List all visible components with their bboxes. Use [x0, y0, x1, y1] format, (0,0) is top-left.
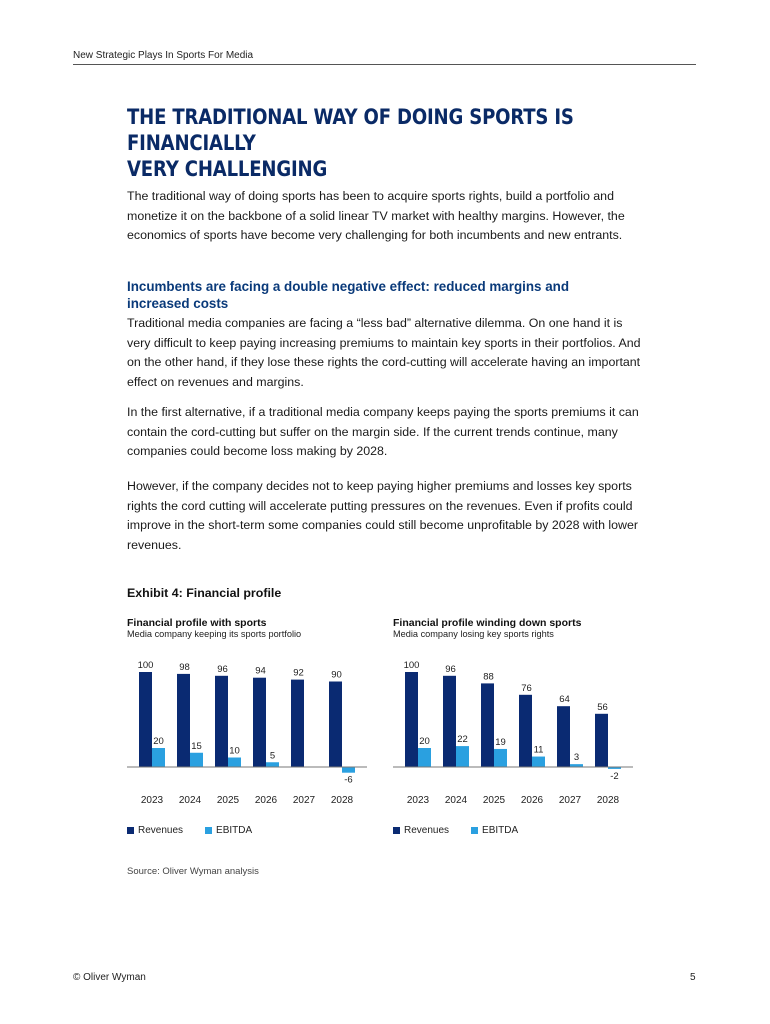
page-title-line-2: VERY CHALLENGING: [127, 157, 328, 181]
page-title-line-1: THE TRADITIONAL WAY OF DOING SPORTS IS FINANCIALLY: [127, 105, 574, 155]
data-label-revenues-2024: 96: [445, 663, 456, 675]
section-heading: Incumbents are facing a double negative effect: reduced margins and increased costs: [127, 279, 569, 311]
body-paragraph-1: Traditional media companies are facing a “less bad” alternative dilemma. On one hand it is very difficult to keep paying increasing premiums to maintain key sports in their portfolios. And on the other hand, if they lose these rights the cord-cutting will accelerate having an important effect on revenues and margins.: [127, 316, 641, 389]
body-paragraph-2: In the first alternative, if a traditional media company keeps paying the sports premiums it can contain the cord-cutting but suffer on the margin side. If the current trends continue, many companies could become loss making by 2028.: [127, 405, 639, 459]
legend-swatch-ebitda: [205, 827, 212, 834]
data-label-ebitda-2026: 5: [269, 750, 276, 762]
bar-ebitda-2025: [228, 758, 241, 768]
x-tick-label-2028: 2028: [330, 795, 354, 806]
bar-ebitda-2023: [152, 748, 165, 767]
x-tick-label-2024: 2024: [444, 795, 468, 806]
bar-revenues-2027: [291, 680, 304, 767]
x-tick-label-2024: 2024: [178, 795, 202, 806]
data-label-ebitda-2024: 15: [191, 740, 202, 752]
x-tick-label-2026: 2026: [520, 795, 544, 806]
exhibit-title: Exhibit 4: Financial profile: [127, 586, 282, 600]
bar-ebitda-2025: [494, 749, 507, 767]
bar-ebitda-2024: [456, 746, 469, 767]
bar-revenues-2026: [519, 695, 532, 767]
legend-ebitda: [471, 825, 518, 836]
chart-1-title: Financial profile with sports: [127, 617, 267, 629]
x-tick-label-2023: 2023: [140, 795, 164, 806]
chart-1-svg: [127, 655, 367, 815]
legend-revenues: [393, 825, 449, 836]
data-label-revenues-2025: 88: [483, 671, 494, 683]
data-label-revenues-2024: 98: [179, 661, 190, 673]
data-label-ebitda-2027: 3: [573, 752, 580, 764]
body-paragraph-3: However, if the company decides not to keep paying higher premiums and losses key sports rights the cord cutting will accelerate putting pressures on the revenues. Even if profits could improve in the short-term some companies could still become unprofitable by 2028 with lower revenues.: [127, 479, 639, 552]
bar-revenues-2024: [177, 674, 190, 767]
x-tick-label-2027: 2027: [292, 795, 316, 806]
bar-revenues-2023: [139, 672, 152, 767]
data-label-revenues-2026: 94: [255, 665, 266, 677]
data-label-revenues-2027: 64: [559, 694, 570, 706]
bar-revenues-2023: [405, 672, 418, 767]
x-tick-label-2025: 2025: [482, 795, 506, 806]
bar-revenues-2028: [329, 682, 342, 768]
chart-1-legend: [127, 825, 274, 836]
legend-label-ebitda: EBITDA: [482, 825, 519, 836]
data-label-revenues-2027: 92: [293, 667, 304, 679]
legend-swatch-revenues: [127, 827, 134, 834]
footer-copyright: © Oliver Wyman: [73, 972, 146, 983]
bar-ebitda-2023: [418, 748, 431, 767]
data-label-ebitda-2023: 20: [419, 736, 430, 747]
running-header: New Strategic Plays In Sports For Media: [73, 50, 254, 61]
chart-2-svg: [393, 655, 633, 815]
source-note: Source: Oliver Wyman analysis: [127, 866, 259, 877]
data-label-revenues-2023: 100: [403, 660, 420, 671]
intro-paragraph: The traditional way of doing sports has been to acquire sports rights, build a portfolio and monetize it on the backbone of a solid linear TV market with healthy margins. However, the economics of sports have become very challenging for both incumbents and new entrants.: [127, 189, 625, 243]
data-label-revenues-2028: 90: [331, 669, 342, 681]
data-label-revenues-2025: 96: [217, 663, 228, 675]
data-label-ebitda-2028: -2: [610, 770, 619, 782]
chart-2-title: Financial profile winding down sports: [393, 617, 582, 629]
data-label-ebitda-2025: 19: [495, 736, 506, 748]
legend-revenues: [127, 825, 183, 836]
bar-revenues-2025: [481, 683, 494, 767]
legend-label-ebitda: EBITDA: [216, 825, 253, 836]
legend-swatch-revenues: [393, 827, 400, 834]
page-number: 5: [690, 972, 696, 983]
data-label-ebitda-2028: -6: [344, 774, 353, 786]
legend-label-revenues: Revenues: [404, 825, 450, 836]
data-label-revenues-2023: 100: [137, 660, 154, 671]
bar-ebitda-2026: [532, 757, 545, 767]
data-label-ebitda-2025: 10: [229, 745, 240, 757]
chart-2-subtitle: Media company losing key sports rights: [393, 629, 554, 639]
data-label-ebitda-2023: 20: [153, 736, 164, 747]
x-tick-label-2025: 2025: [216, 795, 240, 806]
chart-1-subtitle: Media company keeping its sports portfolio: [127, 629, 302, 639]
data-label-revenues-2028: 56: [597, 701, 608, 713]
x-tick-label-2028: 2028: [596, 795, 620, 806]
x-tick-label-2026: 2026: [254, 795, 278, 806]
data-label-ebitda-2026: 11: [533, 744, 544, 756]
x-tick-label-2023: 2023: [406, 795, 430, 806]
bar-revenues-2025: [215, 676, 228, 767]
bar-revenues-2026: [253, 678, 266, 767]
bar-revenues-2024: [443, 676, 456, 767]
legend-ebitda: [205, 825, 252, 836]
legend-swatch-ebitda: [471, 827, 478, 834]
data-label-ebitda-2024: 22: [457, 734, 468, 746]
chart-2-legend: [393, 825, 540, 836]
bar-revenues-2027: [557, 706, 570, 767]
bar-ebitda-2026: [266, 762, 279, 767]
legend-label-revenues: Revenues: [138, 825, 184, 836]
bar-ebitda-2024: [190, 753, 203, 767]
bar-ebitda-2028: [342, 767, 355, 773]
x-tick-label-2027: 2027: [558, 795, 582, 806]
header-rule: [73, 64, 696, 65]
page-title: [127, 104, 591, 182]
data-label-revenues-2026: 76: [521, 682, 532, 694]
bar-revenues-2028: [595, 714, 608, 767]
